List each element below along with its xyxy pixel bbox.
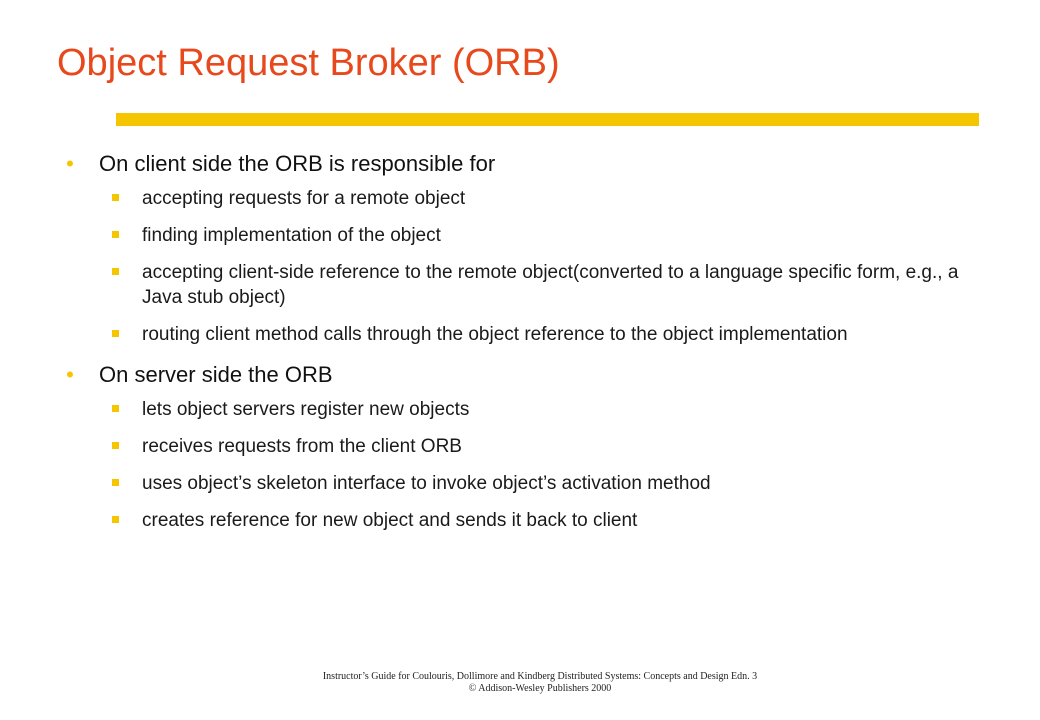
list-item: creates reference for new object and sends it back to client xyxy=(60,508,980,533)
section-client xyxy=(60,150,980,178)
list-item: routing client method calls through the object reference to the object implementation xyxy=(60,322,980,347)
square-bullet-icon xyxy=(112,405,119,412)
title-underline-bar xyxy=(116,113,979,126)
square-bullet-icon xyxy=(112,194,119,201)
footer-credit: Instructor’s Guide for Coulouris, Dollimore and Kindberg Distributed Systems: Concepts and Design Edn. 3 xyxy=(322,671,758,682)
bullet-dot-icon: • xyxy=(66,362,74,387)
square-bullet-icon xyxy=(112,442,119,449)
section-heading: On server side the ORB xyxy=(99,362,333,387)
list-item: uses object’s skeleton interface to invoke object’s activation method xyxy=(60,471,980,496)
list-item: finding implementation of the object xyxy=(60,223,980,248)
square-bullet-icon xyxy=(112,268,119,275)
list-item: accepting requests for a remote object xyxy=(60,186,980,211)
slide-content xyxy=(60,150,980,545)
square-bullet-icon xyxy=(112,231,119,238)
list-item: lets object servers register new objects xyxy=(60,397,980,422)
list-item: accepting client-side reference to the remote object(converted to a language specific form, e.g., a Java stub object) xyxy=(60,260,980,310)
slide-footer xyxy=(0,671,1040,695)
slide-title: Object Request Broker (ORB) xyxy=(57,42,560,84)
section-server xyxy=(60,361,980,389)
square-bullet-icon xyxy=(112,516,119,523)
bullet-dot-icon: • xyxy=(66,151,74,176)
server-item-list xyxy=(60,397,980,533)
square-bullet-icon xyxy=(112,330,119,337)
footer-copyright: © Addison-Wesley Publishers 2000 xyxy=(468,683,612,694)
list-item: receives requests from the client ORB xyxy=(60,434,980,459)
square-bullet-icon xyxy=(112,479,119,486)
client-item-list xyxy=(60,186,980,347)
section-heading: On client side the ORB is responsible for xyxy=(99,151,496,176)
